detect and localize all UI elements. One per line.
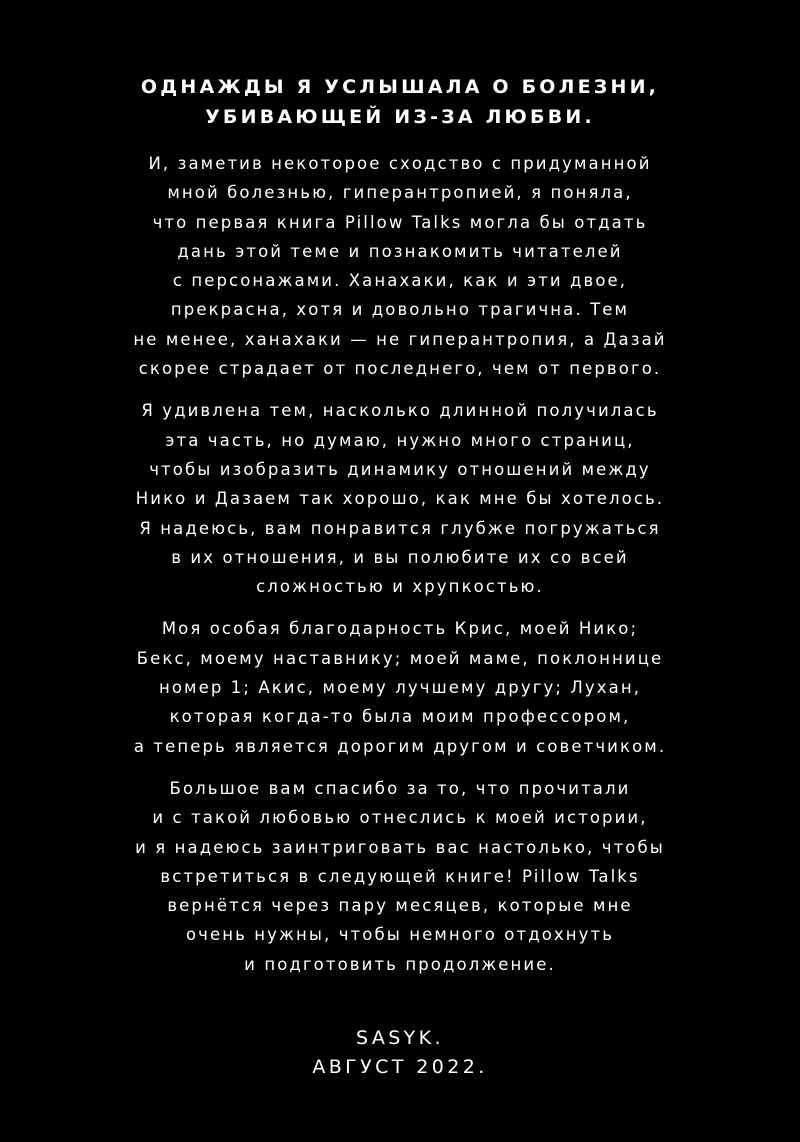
text-line: номер 1; Акис, моему лучшему другу; Лухан,	[158, 678, 642, 698]
text-line: эта часть, но думаю, нужно много страниц,	[165, 430, 635, 450]
text-line: Нико и Дазаем так хорошо, как мне бы хотелось.	[135, 489, 665, 509]
text-line: а теперь является дорогим другом и советчиком.	[133, 736, 667, 756]
paragraph-4	[0, 774, 800, 979]
text-line: Я надеюсь, вам понравится глубже погружаться	[139, 518, 661, 538]
text-line: Большое вам спасибо за то, что прочитали	[169, 778, 631, 798]
text-line: прекрасна, хотя и довольно трагична. Тем	[170, 300, 630, 320]
text-line: И, заметив некоторое сходство с придуманной	[148, 154, 652, 173]
signature-date: АВГУСТ 2022.	[312, 1056, 488, 1078]
text-line: Я удивлена тем, насколько длинной получилась	[141, 401, 659, 421]
text-line: мной болезнью, гиперантропией, я поняла,	[167, 183, 633, 203]
text-line: очень нужны, чтобы немного отдохнуть	[185, 925, 615, 945]
text-line: не менее, ханахаки — не гиперантропия, а Дазай	[133, 329, 667, 349]
paragraph-1	[0, 149, 800, 383]
text-line: чтобы изобразить динамику отношений между	[149, 459, 651, 479]
text-line: в их отношения, и вы полюбите их со всей	[171, 547, 629, 567]
text-line: с персонажами. Ханахаки, как и эти двое,	[172, 271, 628, 291]
text-line: встретиться в следующей книге! Pillow Talks	[160, 866, 640, 886]
text-line: вернётся через пару месяцев, которые мне	[167, 896, 633, 916]
text-line: Бекс, моему наставнику; моей маме, поклоннице	[136, 648, 664, 668]
text-line: скорее страдает от последнего, чем от первого.	[138, 359, 662, 379]
signature-author: SASYK.	[356, 1027, 444, 1049]
title-line: ОДНАЖДЫ Я УСЛЫШАЛА О БОЛЕЗНИ,	[140, 76, 660, 98]
paragraph-3	[0, 614, 800, 760]
text-line: и я надеюсь заинтриговать вас настолько, чтобы	[135, 837, 665, 857]
text-line: и подготовить продолжение.	[244, 954, 556, 974]
title-line: УБИВАЮЩЕЙ ИЗ-ЗА ЛЮБВИ.	[205, 106, 595, 128]
signature	[0, 1024, 800, 1082]
text-line: что первая книга Pillow Talks могла бы отдать	[152, 212, 648, 232]
page-title	[0, 72, 800, 132]
text-line: которая когда-то была моим профессором,	[169, 707, 631, 727]
text-line: Моя особая благодарность Крис, моей Нико;	[161, 619, 639, 639]
text-line: и с такой любовью отнеслись к моей истории,	[152, 808, 648, 828]
paragraph-2	[0, 396, 800, 601]
text-line: дань этой теме и познакомить читателей	[177, 241, 623, 261]
text-line: сложностью и хрупкостью.	[256, 577, 544, 597]
